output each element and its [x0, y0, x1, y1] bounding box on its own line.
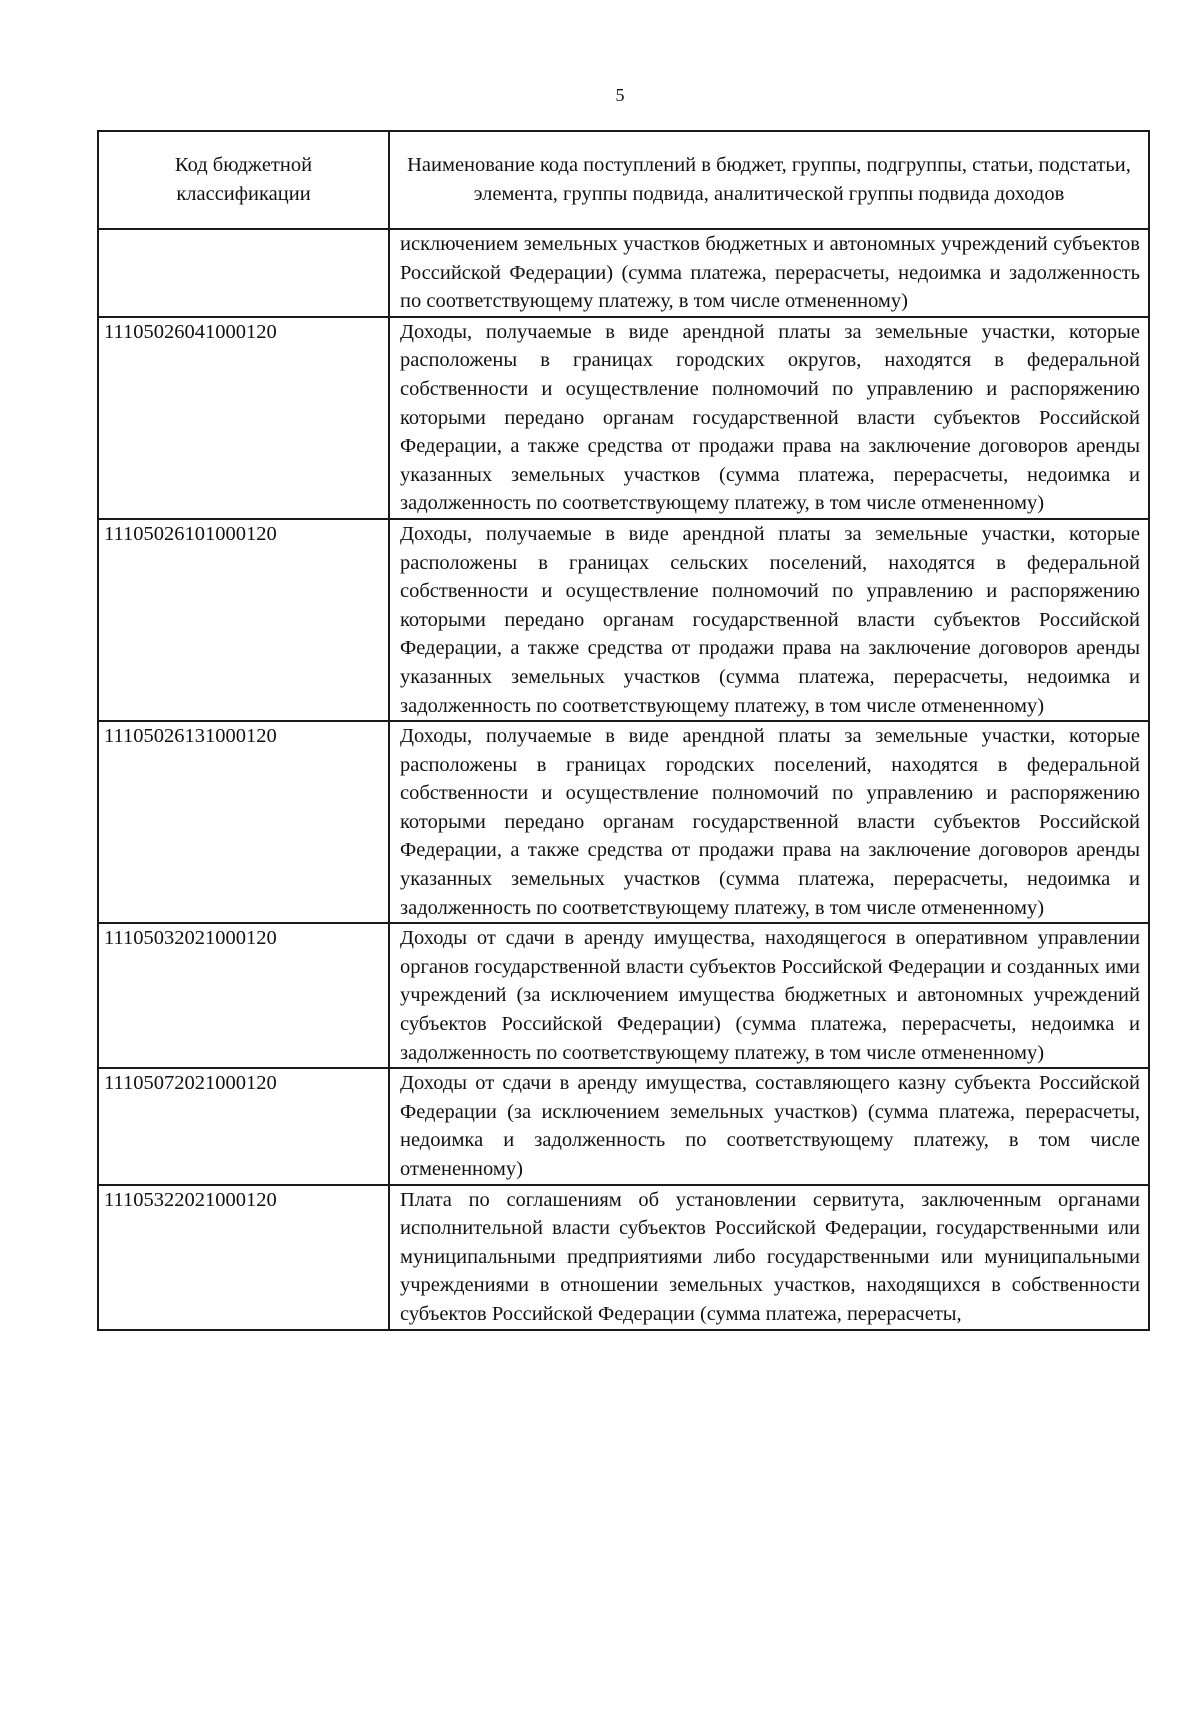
header-code-label: Код бюджетной классификации — [174, 154, 313, 205]
budget-codes-table — [97, 130, 1150, 1331]
table-row — [98, 1185, 1149, 1330]
code-value: 11105026041000120 — [104, 320, 277, 343]
code-cell — [98, 923, 389, 1068]
description-text: исключением земельных участков бюджетных и автономных учреждений субъектов Российской Федерации) (сумма платежа, перерасчеты, недоимка и задолженность по соответствующему платежу, в том числе отмененному) — [400, 233, 1140, 313]
description-cell — [389, 923, 1149, 1068]
code-cell — [98, 519, 389, 721]
header-code — [98, 131, 389, 229]
table-row — [98, 1068, 1149, 1184]
table-row — [98, 923, 1149, 1068]
description-text: Доходы, получаемые в виде арендной платы за земельные участки, которые расположены в границах городских поселений, находятся в федеральной собственности и осуществление полномочий по управлению и распоряжению которыми передано органам государственной власти субъектов Российской Федерации, а также средства от продажи права на заключение договоров аренды указанных земельных участков (сумма платежа, перерасчеты, недоимка и задолженность по соответствующему платежу, в том числе отмененному) — [400, 725, 1140, 919]
code-cell — [98, 229, 389, 317]
description-cell — [389, 229, 1149, 317]
code-value: 11105026101000120 — [104, 522, 277, 545]
code-value: 11105032021000120 — [104, 927, 277, 950]
code-cell — [98, 721, 389, 923]
description-text: Доходы от сдачи в аренду имущества, находящегося в оперативном управлении органов государственной власти субъектов Российской Федерации и созданных ими учреждений (за исключением имущества бюджетных и автономных учреждений субъектов Российской Федерации) (сумма платежа, перерасчеты, недоимка и задолженность по соответствующему платежу, в том числе отмененному) — [400, 927, 1140, 1064]
description-cell — [389, 317, 1149, 519]
description-cell — [389, 519, 1149, 721]
code-cell — [98, 1185, 389, 1330]
table-row — [98, 721, 1149, 923]
code-value: 11105072021000120 — [104, 1072, 277, 1095]
code-cell — [98, 1068, 389, 1184]
table-row — [98, 519, 1149, 721]
table-row — [98, 317, 1149, 519]
code-value: 11105026131000120 — [104, 725, 277, 748]
code-cell — [98, 317, 389, 519]
description-text: Доходы, получаемые в виде арендной платы за земельные участки, которые расположены в границах сельских поселений, находятся в федеральной собственности и осуществление полномочий по управлению и распоряжению которыми передано органам государственной власти субъектов Российской Федерации, а также средства от продажи права на заключение договоров аренды указанных земельных участков (сумма платежа, перерасчеты, недоимка и задолженность по соответствующему платежу, в том числе отмененному) — [400, 522, 1140, 717]
header-name-label: Наименование кода поступлений в бюджет, группы, подгруппы, статьи, подстатьи, элемента, группы подвида, аналитической группы подвида доходов — [407, 154, 1131, 205]
description-text: Плата по соглашениям об установлении сервитута, заключенным органами исполнительной власти субъектов Российской Федерации, государственными или муниципальными предприятиями либо государственными или муниципальными учреждениями в отношении земельных участков, находящихся в собственности субъектов Российской Федерации (сумма платежа, перерасчеты, — [400, 1188, 1140, 1325]
description-text: Доходы, получаемые в виде арендной платы за земельные участки, которые расположены в границах городских округов, находятся в федеральной собственности и осуществление полномочий по управлению и распоряжению которыми передано органам государственной власти субъектов Российской Федерации, а также средства от продажи права на заключение договоров аренды указанных земельных участков (сумма платежа, перерасчеты, недоимка и задолженность по соответствующему платежу, в том числе отмененному) — [400, 320, 1140, 515]
page-number: 5 — [615, 85, 625, 105]
description-cell — [389, 721, 1149, 923]
description-cell — [389, 1068, 1149, 1184]
table-row — [98, 229, 1149, 317]
description-text: Доходы от сдачи в аренду имущества, составляющего казну субъекта Российской Федерации (за исключением земельных участков) (сумма платежа, перерасчеты, недоимка и задолженность по соответствующему платежу, в том числе отмененному) — [400, 1072, 1140, 1180]
header-name — [389, 131, 1149, 229]
table-header-row — [98, 131, 1149, 229]
code-value: 11105322021000120 — [104, 1188, 277, 1211]
description-cell — [389, 1185, 1149, 1330]
